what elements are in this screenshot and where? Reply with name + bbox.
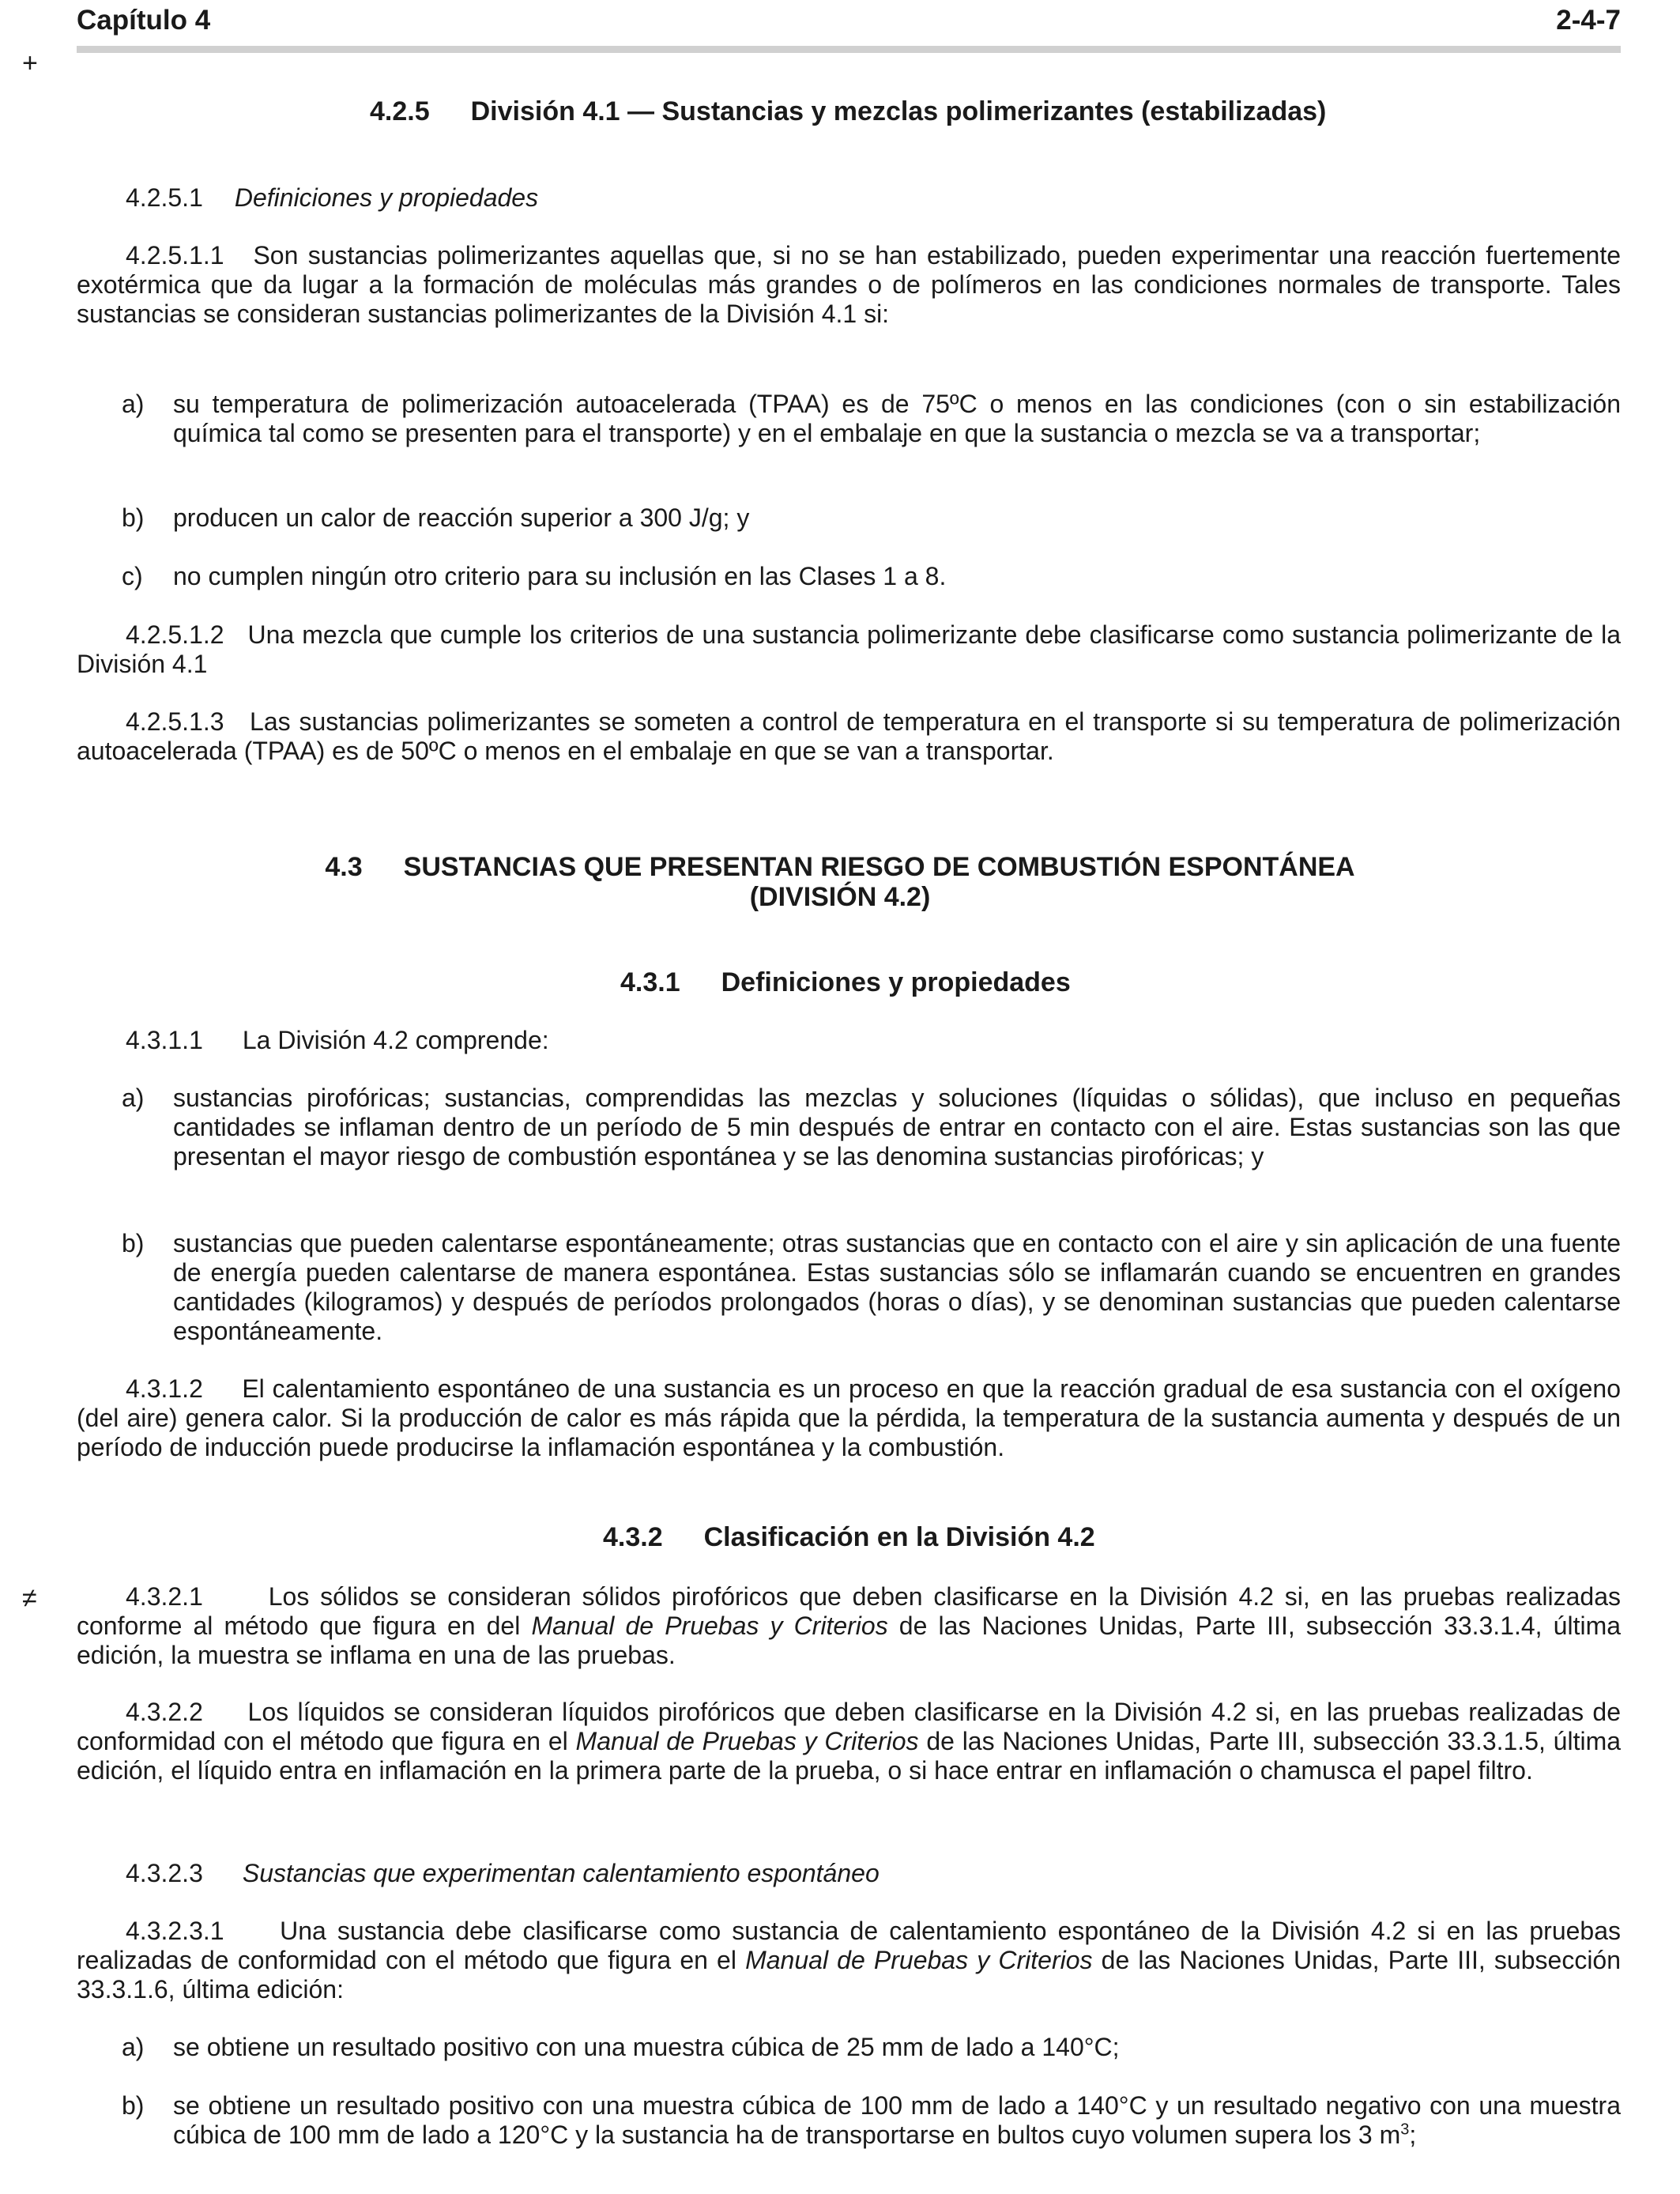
section-number: 4.3 [325, 852, 363, 882]
list-text: su temperatura de polimerización autoacelerada (TPAA) es de 75ºC o menos en las condiciones (con o sin estabilización química tal como se presenten para el transporte) y en el embalaje en que la sustancia o mezcla se va a transportar; [173, 390, 1621, 447]
list-text: sustancias pirofóricas; sustancias, comprendidas las mezclas y soluciones (líquidas o sólidas), que incluso en pequeñas cantidades se inflaman dentro de un período de 5 min después de entrar en contacto con el aire. Estas sustancias son las que presentan el mayor riesgo de combustión espontánea y se las denomina sustancias pirofóricas; y [173, 1084, 1621, 1171]
paragraph-text-cont: de las Naciones Unidas, Parte III, subsección 33.3.1.5, última edición, el líquido entra en inflamación en la primera parte de la prueba, o si hace entrar en inflamación o chamusca el papel filtro. [77, 1727, 1622, 1785]
list-label: b) [122, 503, 145, 532]
manual-title: Manual de Pruebas y Criterios [531, 1612, 888, 1640]
subsection-number: 4.3.2.3 [126, 1859, 203, 1887]
section-number: 4.3.2 [603, 1522, 663, 1552]
section-number: 4.3.1 [620, 967, 680, 997]
section-number: 4.2.5 [370, 96, 430, 126]
subsection-heading-4-3-2-3 [77, 1859, 1621, 1888]
list-item-b [77, 1229, 1621, 1346]
paragraph-4-3-2-3-1 [77, 1917, 1621, 2004]
list-item-b [77, 2091, 1621, 2150]
paragraph-4-3-1-2 [77, 1374, 1621, 1462]
paragraph-text: Los sólidos se consideran sólidos pirofóricos que deben clasificarse en la División 4.2 si, en las pruebas realizadas conforme al método que figura en del [77, 1582, 1622, 1640]
list-text: producen un calor de reacción superior a 300 J/g; y [173, 503, 750, 532]
paragraph-number: 4.3.2.1 [126, 1582, 203, 1611]
paragraph-4-3-2-1 [77, 1582, 1621, 1670]
list-label: a) [122, 1084, 145, 1112]
revision-mark-neq: ≠ [22, 1583, 37, 1613]
paragraph-number: 4.3.1.2 [126, 1374, 203, 1403]
manual-title: Manual de Pruebas y Criterios [575, 1727, 919, 1755]
paragraph-number: 4.3.1.1 [126, 1026, 203, 1054]
paragraph-4-2-5-1-3 [77, 707, 1621, 766]
paragraph-number: 4.3.2.3.1 [126, 1917, 224, 1945]
list-item-b [77, 503, 1621, 533]
paragraph-text: La División 4.2 comprende: [242, 1026, 549, 1054]
list-label: a) [122, 390, 145, 418]
paragraph-number: 4.3.2.2 [126, 1698, 203, 1726]
section-heading-4-3 [0, 852, 1680, 882]
paragraph-text: Las sustancias polimerizantes se someten a control de temperatura en el transporte si su temperatura de polimerización autoacelerada (TPAA) es de 50ºC o menos en el embalaje en que se van a transportar. [77, 707, 1622, 765]
list-text: sustancias que pueden calentarse espontáneamente; otras sustancias que en contacto con el aire y sin aplicación de una fuente de energía pueden calentarse de manera espontánea. Estas sustancias sólo se inflamarán cuando se encuentren en grandes cantidades (kilogramos) y después de períodos prolongados (horas o días), y se denominan sustancias que pueden calentarse espontáneamente. [173, 1229, 1621, 1345]
paragraph-text: Los líquidos se consideran líquidos pirofóricos que deben clasificarse en la División 4.2 si, en las pruebas realizadas de conformidad con el método que figura en el [77, 1698, 1622, 1755]
paragraph-text: Una mezcla que cumple los criterios de una sustancia polimerizante debe clasificarse como sustancia polimerizante de la División 4.1 [77, 620, 1622, 678]
paragraph-number: 4.2.5.1.2 [126, 620, 224, 649]
subsection-heading-4-2-5-1 [77, 183, 1621, 213]
section-heading-4-3-line2: (DIVISIÓN 4.2) [749, 882, 931, 912]
paragraph-4-3-1-1 [77, 1026, 1621, 1055]
list-item-a [77, 1084, 1621, 1171]
subsection-title: Definiciones y propiedades [234, 183, 539, 212]
paragraph-number: 4.2.5.1.3 [126, 707, 224, 736]
list-item-a [77, 390, 1621, 448]
paragraph-4-2-5-1-1 [77, 241, 1621, 329]
subsection-number: 4.2.5.1 [126, 183, 203, 212]
manual-title: Manual de Pruebas y Criterios [745, 1946, 1093, 1974]
list-label: c) [122, 562, 143, 590]
section-title: División 4.1 — Sustancias y mezclas polimerizantes (estabilizadas) [470, 96, 1327, 126]
superscript: 3 [1400, 2120, 1410, 2139]
section-title-line1: SUSTANCIAS QUE PRESENTAN RIESGO DE COMBUSTIÓN ESPONTÁNEA [403, 852, 1355, 882]
paragraph-number: 4.2.5.1.1 [126, 241, 224, 270]
header-rule [77, 46, 1621, 53]
section-heading-4-3-2 [603, 1522, 1095, 1552]
chapter-label: Capítulo 4 [77, 5, 211, 36]
paragraph-4-2-5-1-2 [77, 620, 1621, 679]
paragraph-text: Una sustancia debe clasificarse como sustancia de calentamiento espontáneo de la División 4.2 si en las pruebas realizadas de conformidad con el método que figura en el [77, 1917, 1622, 1974]
revision-mark-plus: + [22, 48, 38, 78]
paragraph-text-cont: de las Naciones Unidas, Parte III, subsección 33.3.1.4, última edición, la muestra se inflama en una de las pruebas. [77, 1612, 1622, 1669]
paragraph-text: El calentamiento espontáneo de una sustancia es un proceso en que la reacción gradual de esa sustancia con el oxígeno (del aire) genera calor. Si la producción de calor es más rápida que la pérdida, la temperatura de la sustancia aumenta y después de un período de inducción puede producirse la inflamación espontánea y la combustión. [77, 1374, 1622, 1461]
list-text: se obtiene un resultado positivo con una muestra cúbica de 25 mm de lado a 140°C; [173, 2033, 1120, 2061]
list-label: b) [122, 2091, 145, 2120]
list-text [173, 2091, 1621, 2150]
section-heading-4-2-5 [370, 96, 1326, 126]
subsection-title: Sustancias que experimentan calentamiento espontáneo [242, 1859, 880, 1887]
list-label: a) [122, 2033, 145, 2061]
section-title: Definiciones y propiedades [721, 967, 1071, 997]
list-item-a [77, 2033, 1621, 2062]
list-text-end: ; [1409, 2120, 1417, 2149]
paragraph-4-3-2-2 [77, 1698, 1621, 1785]
list-item-c [77, 562, 1621, 591]
list-text-main: se obtiene un resultado positivo con una muestra cúbica de 100 mm de lado a 140°C y un resultado negativo con una muestra cúbica de 100 mm de lado a 120°C y la sustancia ha de transportarse en bultos cuyo volumen supera los 3 m [173, 2091, 1621, 2149]
list-text: no cumplen ningún otro criterio para su inclusión en las Clases 1 a 8. [173, 562, 947, 590]
paragraph-text: Son sustancias polimerizantes aquellas que, si no se han estabilizado, pueden experimentar una reacción fuertemente exotérmica que da lugar a la formación de moléculas más grandes o de polímeros en las condiciones normales de transporte. Tales sustancias se consideran sustancias polimerizantes de la División 4.1 si: [77, 241, 1622, 328]
paragraph-text-cont: de las Naciones Unidas, Parte III, subsección 33.3.1.6, última edición: [77, 1946, 1622, 2004]
page-number: 2-4-7 [1556, 5, 1621, 36]
section-title: Clasificación en la División 4.2 [703, 1522, 1095, 1552]
list-label: b) [122, 1229, 145, 1257]
section-heading-4-3-1 [620, 967, 1071, 997]
